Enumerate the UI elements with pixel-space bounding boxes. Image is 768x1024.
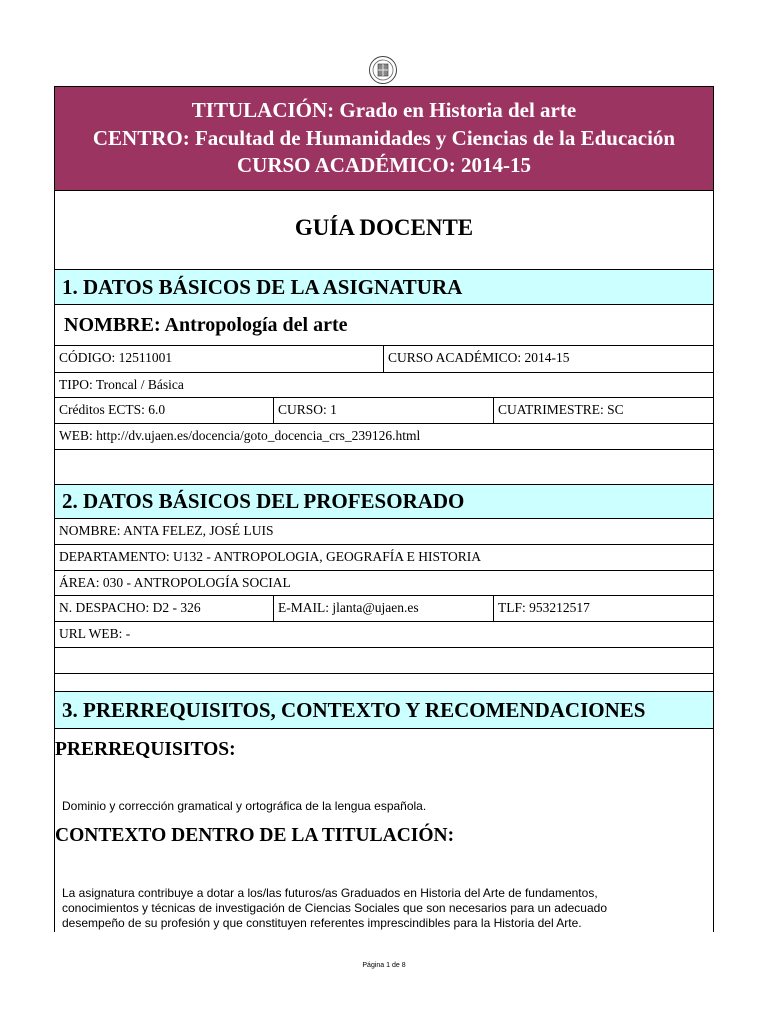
curso-cell: CURSO: 1: [274, 398, 494, 423]
blank-row: [54, 674, 714, 692]
codigo-cell: CÓDIGO: 12511001: [55, 346, 384, 372]
section2-heading: [54, 485, 714, 519]
url-web-cell: URL WEB: -: [59, 626, 131, 641]
creditos-row: [54, 398, 714, 424]
url-web-row: [54, 622, 714, 648]
section3-heading: [54, 692, 714, 729]
contexto-line: La asignatura contribuye a dotar a los/las futuros/as Graduados en Historia del Arte de fundamentos,: [62, 886, 598, 900]
blank-row: [54, 450, 714, 485]
web-row: [54, 424, 714, 450]
area-cell: ÁREA: 030 - ANTROPOLOGÍA SOCIAL: [59, 575, 291, 590]
contexto-line: desempeño de su profesión y que constituyen referentes imprescindibles para la Historia del Arte.: [62, 916, 582, 930]
email-cell[interactable]: E-MAIL: jlanta@ujaen.es: [274, 596, 494, 621]
despacho-row: [54, 596, 714, 622]
despacho-cell: N. DESPACHO: D2 - 326: [55, 596, 274, 621]
cuatrimestre-cell: CUATRIMESTRE: SC: [498, 402, 624, 417]
profesor-nombre-row: [54, 519, 714, 545]
section3-title: 3. PRERREQUISITOS, CONTEXTO Y RECOMENDACIONES: [62, 697, 646, 722]
asignatura-nombre-text: NOMBRE: Antropología del arte: [64, 313, 348, 336]
contexto-line: conocimientos y técnicas de investigación de Ciencias Sociales que son necesarios para un adecuado: [62, 901, 607, 915]
contexto-heading: CONTEXTO DENTRO DE LA TITULACIÓN:: [55, 825, 455, 846]
profesor-nombre-cell: NOMBRE: ANTA FELEZ, JOSÉ LUIS: [59, 523, 274, 538]
prerrequisitos-text: Dominio y corrección gramatical y ortográfica de la lengua española.: [62, 799, 427, 813]
curso-academico-line: CURSO ACADÉMICO: 2014-15: [237, 153, 531, 177]
section1-title: 1. DATOS BÁSICOS DE LA ASIGNATURA: [62, 274, 463, 299]
page-footer: Página 1 de 8: [362, 962, 406, 969]
tlf-cell: TLF: 953212517: [498, 600, 590, 615]
titulacion-header: [54, 86, 714, 191]
creditos-cell: Créditos ECTS: 6.0: [55, 398, 274, 423]
departamento-cell: DEPARTAMENTO: U132 - ANTROPOLOGIA, GEOGRAFÍA E HISTORIA: [59, 549, 482, 564]
university-seal-icon: [368, 55, 398, 85]
prerrequisitos-heading: PRERREQUISITOS:: [55, 739, 236, 760]
departamento-row: [54, 545, 714, 571]
curso-academico-cell: CURSO ACADÉMICO: 2014-15: [388, 350, 570, 365]
centro-line: CENTRO: Facultad de Humanidades y Ciencias de la Educación: [92, 125, 676, 150]
codigo-row: [54, 346, 714, 373]
tipo-row: [54, 373, 714, 398]
tipo-cell: TIPO: Troncal / Básica: [59, 377, 184, 392]
titulacion-line: TITULACIÓN: Grado en Historia del arte: [191, 98, 577, 122]
area-row: [54, 571, 714, 596]
asignatura-nombre: [54, 305, 714, 346]
section1-heading: [54, 270, 714, 305]
section2-title: 2. DATOS BÁSICOS DEL PROFESORADO: [62, 489, 465, 513]
guia-docente-title: GUÍA DOCENTE: [54, 191, 714, 270]
web-link[interactable]: WEB: http://dv.ujaen.es/docencia/goto_docencia_crs_239126.html: [59, 428, 421, 443]
blank-row: [54, 648, 714, 674]
